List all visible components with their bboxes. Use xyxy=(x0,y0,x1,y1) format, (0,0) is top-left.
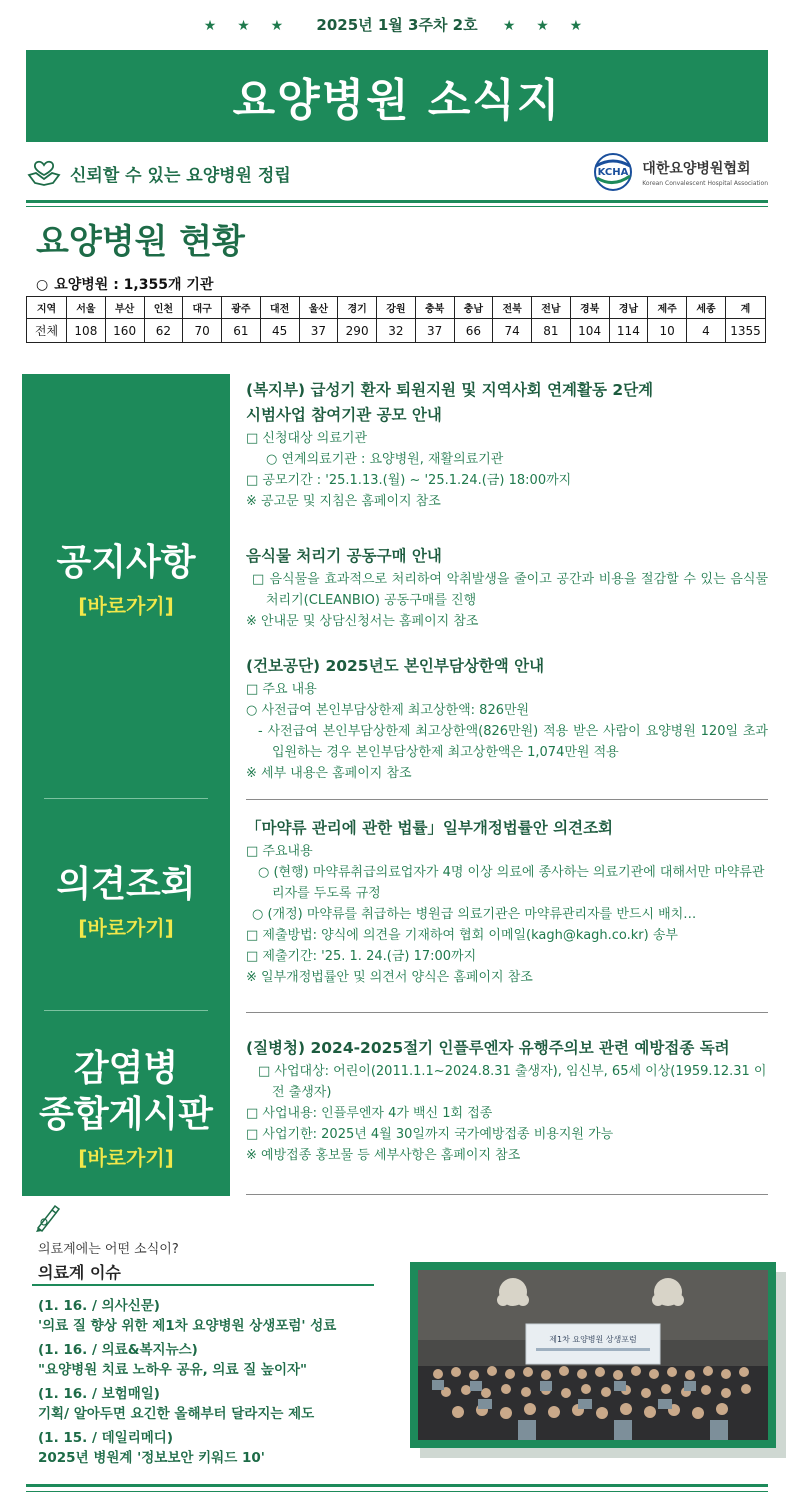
table-cell: 160 xyxy=(105,319,144,343)
opinion-label: 의견조회 xyxy=(56,864,196,905)
hospital-count-text: 요양병원 : 1,355개 기관 xyxy=(54,277,214,293)
news-source: (1. 15. / 데일리메디) xyxy=(38,1430,174,1446)
table-cell: 290 xyxy=(338,319,377,343)
notice-line: □ 주요 내용 xyxy=(246,682,317,697)
sidebar-panel xyxy=(22,374,230,1196)
news-title-link[interactable]: '의료 질 향상 위한 제1차 요양병원 상생포럼' 성료 xyxy=(38,1318,337,1334)
opinion-item[interactable] xyxy=(246,816,768,988)
news-item[interactable] xyxy=(38,1384,378,1424)
table-cell: 37 xyxy=(415,319,454,343)
svg-text:KCHA: KCHA xyxy=(597,167,629,178)
table-header-cell: 광주 xyxy=(222,297,261,319)
table-cell: 10 xyxy=(648,319,687,343)
table-cell: 1355 xyxy=(726,319,766,343)
table-header-cell: 인천 xyxy=(144,297,183,319)
opinion-line: □ 제출기간: '25. 1. 24.(금) 17:00까지 xyxy=(246,949,477,964)
news-item[interactable] xyxy=(38,1428,378,1468)
notice-line: ○ 연계의료기관 : 요양병원, 재활의료기관 xyxy=(266,452,504,467)
news-source: (1. 16. / 의료&복지뉴스) xyxy=(38,1342,198,1358)
opinion-line: □ 주요내용 xyxy=(246,844,313,859)
table-cell: 70 xyxy=(183,319,222,343)
infection-item[interactable] xyxy=(246,1036,768,1166)
news-title-link[interactable]: 2025년 병원계 '정보보안 키워드 10' xyxy=(38,1450,265,1466)
notice-line: - 사전급여 본인부담상한제 최고상한액(826만원) 적용 받은 사람이 요양병원 120일 초과 입원하는 경우 본인부담상한제 최고상한액은 1,074만원 적용 xyxy=(258,724,768,760)
divider xyxy=(26,200,768,203)
opinion-line: ※ 일부개정법률안 및 의견서 양식은 홈페이지 참조 xyxy=(246,970,533,985)
table-header-cell: 계 xyxy=(726,297,766,319)
table-cell: 32 xyxy=(377,319,416,343)
infection-shortcut-link[interactable]: [바로가기] xyxy=(78,1146,174,1170)
table-header-cell: 서울 xyxy=(67,297,106,319)
notice-title[interactable]: 음식물 처리기 공동구매 안내 xyxy=(246,547,442,565)
table-row-label: 전체 xyxy=(27,319,67,343)
slogan-text: 신뢰할 수 있는 요양병원 정립 xyxy=(70,165,291,186)
divider xyxy=(32,1284,374,1286)
news-item[interactable] xyxy=(38,1296,378,1336)
notice-line: ○ 사전급여 본인부담상한제 최고상한액: 826만원 xyxy=(246,703,530,718)
divider xyxy=(246,1194,768,1195)
table-cell: 66 xyxy=(454,319,493,343)
notice-label: 공지사항 xyxy=(56,542,196,583)
notice-title[interactable]: (복지부) 급성기 환자 퇴원지원 및 지역사회 연계활동 2단계 xyxy=(246,381,654,399)
table-header-cell: 대구 xyxy=(183,297,222,319)
region-stats-table xyxy=(26,296,766,343)
news-title-link[interactable]: 기획/ 알아두면 요긴한 올해부터 달라지는 제도 xyxy=(38,1406,315,1422)
table-cell: 74 xyxy=(493,319,532,343)
table-header-cell: 대전 xyxy=(260,297,299,319)
table-cell: 37 xyxy=(299,319,338,343)
table-header-label: 지역 xyxy=(27,297,67,319)
stars-left-icon: ★ ★ ★ xyxy=(203,18,292,34)
divider xyxy=(26,1484,768,1487)
association-logo-block[interactable] xyxy=(590,152,768,192)
notice-title[interactable]: (건보공단) 2025년도 본인부담상한액 안내 xyxy=(246,657,545,675)
infection-nav[interactable] xyxy=(22,1046,230,1171)
divider xyxy=(246,799,768,800)
medical-title: 의료계 이슈 xyxy=(38,1263,121,1282)
table-cell: 108 xyxy=(67,319,106,343)
handshake-heart-icon xyxy=(26,158,62,188)
opinion-line: □ 제출방법: 양식에 의견을 기재하여 협회 이메일(kagh@kagh.co.kr) 송부 xyxy=(246,928,678,943)
news-source: (1. 16. / 보험매일) xyxy=(38,1386,160,1402)
association-name: 대한요양병원협회 xyxy=(642,160,751,177)
infection-label-line1: 감염병 xyxy=(73,1048,179,1089)
notice-line: ※ 세부 내용은 홈페이지 참조 xyxy=(246,766,412,781)
table-header-cell: 경남 xyxy=(609,297,648,319)
forum-group-photo xyxy=(418,1270,768,1440)
slogan-row xyxy=(26,150,768,196)
notice-line: □ 공모기간 : '25.1.13.(월) ~ '25.1.24.(금) 18:00까지 xyxy=(246,473,572,488)
infection-title[interactable]: (질병청) 2024-2025절기 인플루엔자 유행주의보 관련 예방접종 독려 xyxy=(246,1039,730,1057)
notice-line: □ 신청대상 의료기관 xyxy=(246,431,368,446)
table-header-cell: 충남 xyxy=(454,297,493,319)
table-cell: 104 xyxy=(570,319,609,343)
news-source: (1. 16. / 의사신문) xyxy=(38,1298,160,1314)
issue-label: 2025년 1월 3주차 2호 xyxy=(316,16,478,34)
opinion-line: ○ (개정) 마약류를 취급하는 병원급 의료기관은 마약류관리자를 반드시 배치… xyxy=(252,907,697,922)
status-section-title: 요양병원 현황 xyxy=(36,222,245,262)
notice-title-cont[interactable]: 시범사업 참여기관 공모 안내 xyxy=(246,406,442,424)
opinion-title[interactable]: 「마약류 관리에 관한 법률」일부개정법률안 의견조회 xyxy=(246,819,614,837)
table-cell: 81 xyxy=(532,319,571,343)
news-item[interactable] xyxy=(38,1340,378,1380)
table-header-cell: 충북 xyxy=(415,297,454,319)
forum-photo-frame[interactable] xyxy=(410,1262,776,1448)
table-header-cell: 제주 xyxy=(648,297,687,319)
table-header-cell: 경북 xyxy=(570,297,609,319)
table-cell: 114 xyxy=(609,319,648,343)
table-cell: 45 xyxy=(260,319,299,343)
infection-label-line2: 종합게시판 xyxy=(39,1094,213,1135)
notice-line: ※ 공고문 및 지침은 홈페이지 참조 xyxy=(246,494,441,509)
newsletter-title: 요양병원 소식지 xyxy=(232,75,562,126)
divider xyxy=(26,206,768,207)
svg-text:제1차 요양병원 상생포럼: 제1차 요양병원 상생포럼 xyxy=(549,1335,637,1344)
divider xyxy=(246,1012,768,1013)
hospital-count xyxy=(36,274,213,294)
kcha-logo-icon xyxy=(590,152,636,192)
table-row xyxy=(27,319,766,343)
opinion-nav[interactable] xyxy=(22,862,230,941)
notice-line: □ 음식물을 효과적으로 처리하여 악취발생을 줄이고 공간과 비용을 절감할 수 있는 음식물 처리기(CLEANBIO) 공동구매를 진행 xyxy=(252,572,768,608)
opinion-line: ○ (현행) 마약류취급의료업자가 4명 이상 의료에 종사하는 의료기관에 대해서만 마약류관리자를 두도록 규정 xyxy=(258,865,765,901)
table-header-cell: 경기 xyxy=(338,297,377,319)
notice-nav[interactable] xyxy=(22,540,230,619)
infection-line: □ 사업대상: 어린이(2011.1.1~2024.8.31 출생자), 임신부, 65세 이상(1959.12.31 이전 출생자) xyxy=(258,1064,767,1100)
issue-line xyxy=(0,14,794,35)
pen-hand-icon xyxy=(32,1204,62,1234)
divider xyxy=(44,1010,208,1011)
notice-shortcut-link[interactable]: [바로가기] xyxy=(78,594,174,618)
table-cell: 4 xyxy=(687,319,726,343)
notice-item[interactable] xyxy=(246,654,768,784)
table-header-cell: 전남 xyxy=(532,297,571,319)
table-header-cell: 강원 xyxy=(377,297,416,319)
table-header-cell: 세종 xyxy=(687,297,726,319)
infection-line: ※ 예방접종 홍보물 등 세부사항은 홈페이지 참조 xyxy=(246,1148,521,1163)
medical-subtitle: 의료계에는 어떤 소식이? xyxy=(38,1242,179,1257)
notice-line: ※ 안내문 및 상담신청서는 홈페이지 참조 xyxy=(246,614,479,629)
table-header-cell: 부산 xyxy=(105,297,144,319)
divider xyxy=(44,798,208,799)
infection-line: □ 사업기한: 2025년 4월 30일까지 국가예방접종 비용지원 가능 xyxy=(246,1127,614,1142)
title-banner xyxy=(26,50,768,142)
news-title-link[interactable]: "요양병원 치료 노하우 공유, 의료 질 높이자" xyxy=(38,1362,308,1378)
table-header-cell: 울산 xyxy=(299,297,338,319)
table-header-cell: 전북 xyxy=(493,297,532,319)
divider xyxy=(26,1491,768,1492)
association-name-en: Korean Convalescent Hospital Association xyxy=(642,179,768,187)
bullet-circle-icon: ○ xyxy=(36,277,49,293)
notice-item[interactable] xyxy=(246,544,768,632)
infection-line: □ 사업내용: 인플루엔자 4가 백신 1회 접종 xyxy=(246,1106,493,1121)
table-header-row xyxy=(27,297,766,319)
table-cell: 62 xyxy=(144,319,183,343)
stars-right-icon: ★ ★ ★ xyxy=(502,18,591,34)
table-cell: 61 xyxy=(222,319,261,343)
opinion-shortcut-link[interactable]: [바로가기] xyxy=(78,916,174,940)
notice-item[interactable] xyxy=(246,378,768,512)
